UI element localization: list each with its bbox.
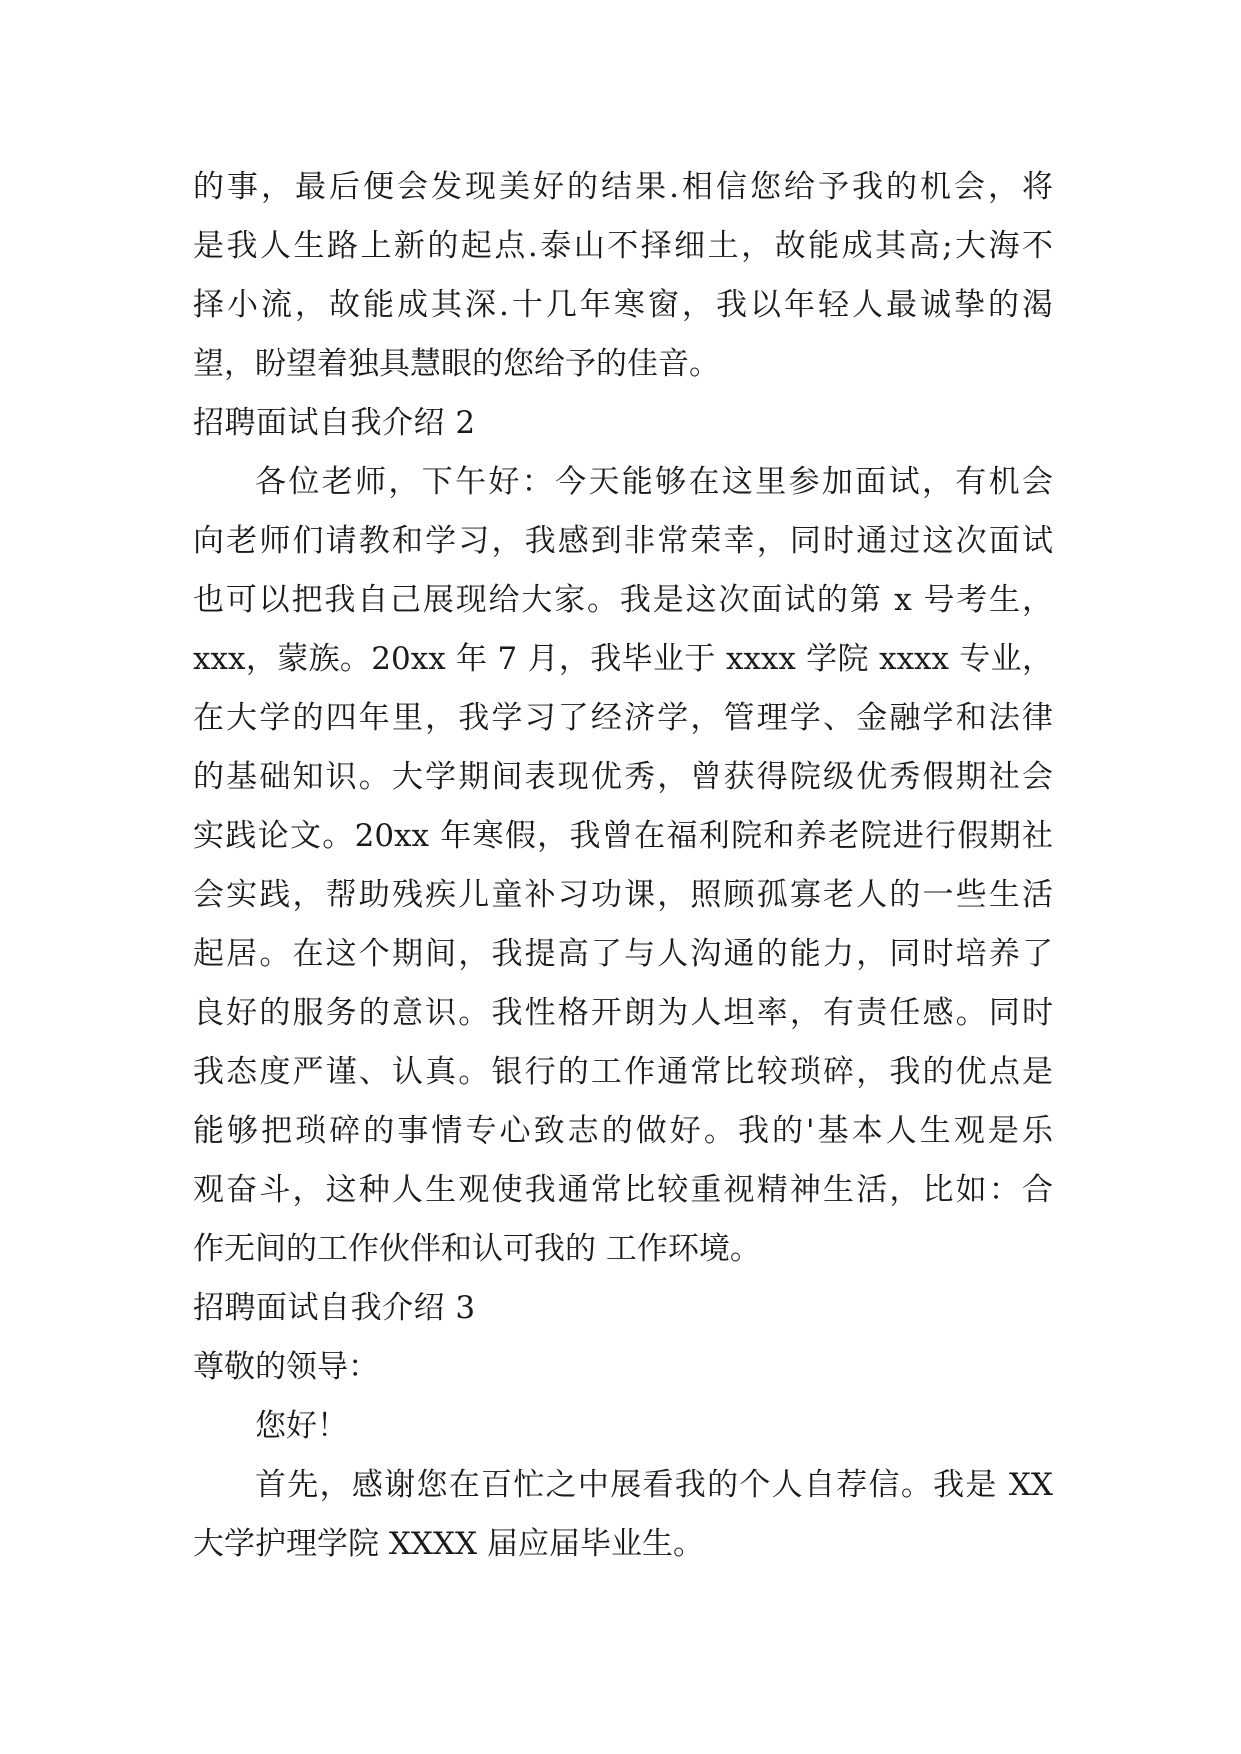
- text-line: 向老师们请教和学习，我感到非常荣幸，同时通过这次面试: [193, 523, 1053, 559]
- text-line: 各位老师，下午好：今天能够在这里参加面试，有机会: [255, 464, 1053, 500]
- text-line: 良好的服务的意识。我性格开朗为人坦率，有责任感。同时: [193, 995, 1053, 1031]
- text-line: 的事，最后便会发现美好的结果.相信您给予我的机会，将: [193, 169, 1053, 205]
- salutation: 尊敬的领导：: [193, 1349, 379, 1385]
- text-line: 实践论文。20xx 年寒假，我曾在福利院和养老院进行假期社: [193, 818, 1053, 854]
- text-line: 择小流，故能成其深.十几年寒窗，我以年轻人最诚挚的渴: [193, 287, 1053, 323]
- text-line: 是我人生路上新的起点.泰山不择细土，故能成其高;大海不: [193, 228, 1053, 264]
- paragraph-2: [193, 453, 1053, 1279]
- text-line: 观奋斗，这种人生观使我通常比较重视精神生活，比如：合: [193, 1172, 1053, 1208]
- text-line: 首先，感谢您在百忙之中展看我的个人自荐信。我是 XX: [255, 1467, 1053, 1503]
- greeting: 您好！: [255, 1408, 348, 1444]
- text-line: xxx，蒙族。20xx 年 7 月，我毕业于 xxxx 学院 xxxx 专业，: [193, 641, 1053, 677]
- section-heading-3: 招聘面试自我介绍 3: [193, 1290, 476, 1326]
- text-line: 起居。在这个期间，我提高了与人沟通的能力，同时培养了: [193, 936, 1053, 972]
- text-line: 在大学的四年里，我学习了经济学，管理学、金融学和法律: [193, 700, 1053, 736]
- text-line: 大学护理学院 XXXX 届应届毕业生。: [193, 1526, 704, 1562]
- document-body: [193, 158, 1053, 1574]
- paragraph-3: [193, 1456, 1053, 1574]
- section-heading-2: 招聘面试自我介绍 2: [193, 405, 476, 441]
- text-line: 作无间的工作伙伴和认可我的 工作环境。: [193, 1231, 761, 1267]
- text-line: 能够把琐碎的事情专心致志的做好。我的'基本人生观是乐: [193, 1113, 1053, 1149]
- paragraph-1: [193, 158, 1053, 394]
- text-line: 会实践，帮助残疾儿童补习功课，照顾孤寡老人的一些生活: [193, 877, 1053, 913]
- text-line: 的基础知识。大学期间表现优秀，曾获得院级优秀假期社会: [193, 759, 1053, 795]
- text-line: 我态度严谨、认真。银行的工作通常比较琐碎，我的优点是: [193, 1054, 1053, 1090]
- text-line: 望，盼望着独具慧眼的您给予的佳音。: [193, 346, 720, 382]
- text-line: 也可以把我自己展现给大家。我是这次面试的第 x 号考生，: [193, 582, 1053, 618]
